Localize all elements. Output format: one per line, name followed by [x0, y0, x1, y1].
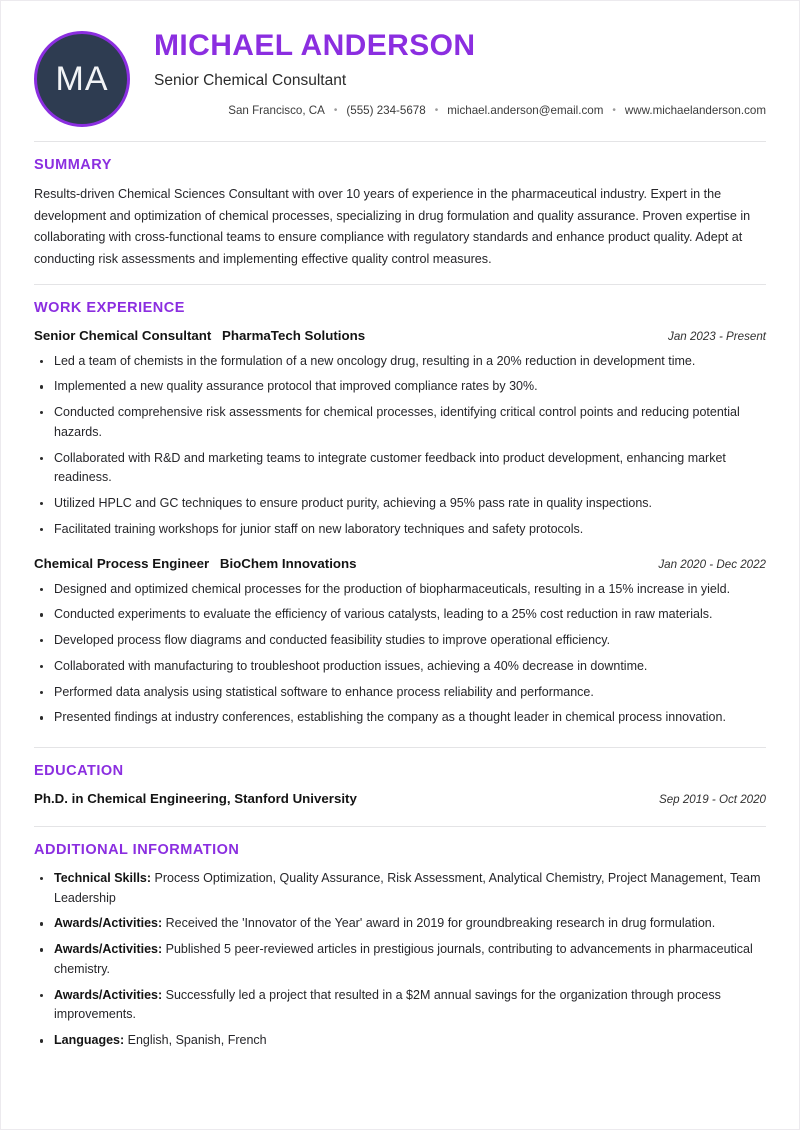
- section-work-experience: [34, 285, 766, 747]
- work-entry-title: Chemical Process Engineer: [34, 555, 210, 571]
- work-entry-heading: [34, 555, 357, 573]
- additional-information-list: [34, 869, 766, 1051]
- contact-website[interactable]: www.michaelanderson.com: [624, 104, 766, 118]
- list-item: Conducted experiments to evaluate the efficiency of various catalysts, leading to a 25% cost reduction in raw materials.: [34, 605, 766, 625]
- work-entry-bullets: [34, 580, 766, 729]
- resume-header: [34, 1, 766, 141]
- section-title-summary: SUMMARY: [34, 157, 112, 173]
- work-entry: [34, 327, 766, 540]
- work-entry: [34, 555, 766, 728]
- job-subtitle: Senior Chemical Consultant: [154, 71, 347, 89]
- work-entry-company: BioChem Innovations: [219, 555, 357, 571]
- list-item: Facilitated training workshops for junior staff on new laboratory techniques and safety protocols.: [34, 520, 766, 540]
- section-education: [34, 748, 766, 826]
- list-item: Implemented a new quality assurance protocol that improved compliance rates by 30%.: [34, 377, 766, 397]
- header-text-block: [130, 27, 766, 119]
- list-item: [34, 1031, 766, 1051]
- list-item: Collaborated with manufacturing to troubleshoot production issues, achieving a 40% decrease in downtime.: [34, 657, 766, 677]
- section-additional-information: [34, 827, 766, 1070]
- info-label: Languages:: [54, 1033, 125, 1048]
- avatar: [34, 31, 130, 127]
- info-value: English, Spanish, French: [127, 1033, 267, 1048]
- info-value: Published 5 peer-reviewed articles in prestigious journals, contributing to advancements in pharmaceutical chemistry.: [54, 942, 753, 976]
- list-item: [34, 940, 766, 980]
- list-item: Collaborated with R&D and marketing teams to integrate customer feedback into product development, enhancing market readiness.: [34, 449, 766, 489]
- section-title-education: EDUCATION: [34, 763, 124, 779]
- work-entry-bullets: [34, 352, 766, 540]
- section-title-work-experience: WORK EXPERIENCE: [34, 299, 185, 316]
- list-item: Designed and optimized chemical processes for the production of biopharmaceuticals, resulting in a 15% increase in yield.: [34, 580, 766, 600]
- contact-phone[interactable]: (555) 234-5678: [346, 104, 426, 118]
- education-entry-header: [34, 790, 766, 808]
- education-degree: Ph.D. in Chemical Engineering, Stanford University: [34, 791, 357, 806]
- section-summary: [34, 142, 766, 284]
- list-item: [34, 914, 766, 934]
- page-title: MICHAEL ANDERSON: [154, 29, 476, 62]
- info-label: Awards/Activities:: [54, 916, 163, 931]
- work-entry-header: [34, 327, 766, 345]
- list-item: [34, 869, 766, 909]
- info-value: Process Optimization, Quality Assurance, Risk Assessment, Analytical Chemistry, Project Management, Team Leadership: [54, 870, 761, 905]
- list-item: [34, 986, 766, 1026]
- list-item: Developed process flow diagrams and conducted feasibility studies to improve operational efficiency.: [34, 631, 766, 651]
- work-entry-date: Jan 2023 - Present: [668, 329, 766, 343]
- work-entry-company: PharmaTech Solutions: [222, 327, 366, 343]
- list-item: Performed data analysis using statistical software to enhance process reliability and performance.: [34, 683, 766, 703]
- summary-text: Results-driven Chemical Sciences Consultant with over 10 years of experience in the pharmaceutical industry. Expert in the development and optimization of chemical processes, specializing in drug formulation and quality assurance. Proven expertise in collaborating with cross-functional teams to ensure compliance with regulatory standards and enhance product quality. Adept at conducting risk assessments and implementing effective quality control measures.: [34, 187, 751, 266]
- work-entry-title: Senior Chemical Consultant: [34, 327, 212, 343]
- info-label: Awards/Activities:: [54, 987, 163, 1002]
- contact-line: [154, 103, 766, 119]
- info-value: Successfully led a project that resulted in a $2M annual savings for the organization through process improvements.: [54, 987, 721, 1022]
- list-item: Conducted comprehensive risk assessments for chemical processes, identifying critical control points and reducing potential hazards.: [34, 403, 766, 443]
- list-item: Utilized HPLC and GC techniques to ensure product purity, achieving a 95% pass rate in quality inspections.: [34, 494, 766, 514]
- info-value: Received the 'Innovator of the Year' award in 2019 for groundbreaking research in drug formulation.: [165, 916, 716, 931]
- contact-separator-icon: •: [612, 105, 616, 117]
- contact-email[interactable]: michael.anderson@email.com: [447, 104, 604, 118]
- info-label: Awards/Activities:: [54, 942, 163, 957]
- avatar-initials: MA: [55, 59, 109, 98]
- education-date: Sep 2019 - Oct 2020: [659, 793, 766, 806]
- contact-location: San Francisco, CA: [228, 104, 325, 118]
- section-title-additional-information: ADDITIONAL INFORMATION: [34, 841, 240, 858]
- list-item: Led a team of chemists in the formulation of a new oncology drug, resulting in a 20% reduction in development time.: [34, 352, 766, 372]
- education-entry: [34, 790, 766, 808]
- contact-separator-icon: •: [333, 105, 338, 117]
- work-entry-heading: [34, 327, 365, 345]
- work-entry-date: Jan 2020 - Dec 2022: [658, 557, 766, 571]
- work-entry-header: [34, 555, 766, 573]
- list-item: Presented findings at industry conferences, establishing the company as a thought leader in chemical process innovation.: [34, 708, 766, 728]
- info-label: Technical Skills:: [54, 870, 152, 885]
- contact-separator-icon: •: [434, 105, 439, 117]
